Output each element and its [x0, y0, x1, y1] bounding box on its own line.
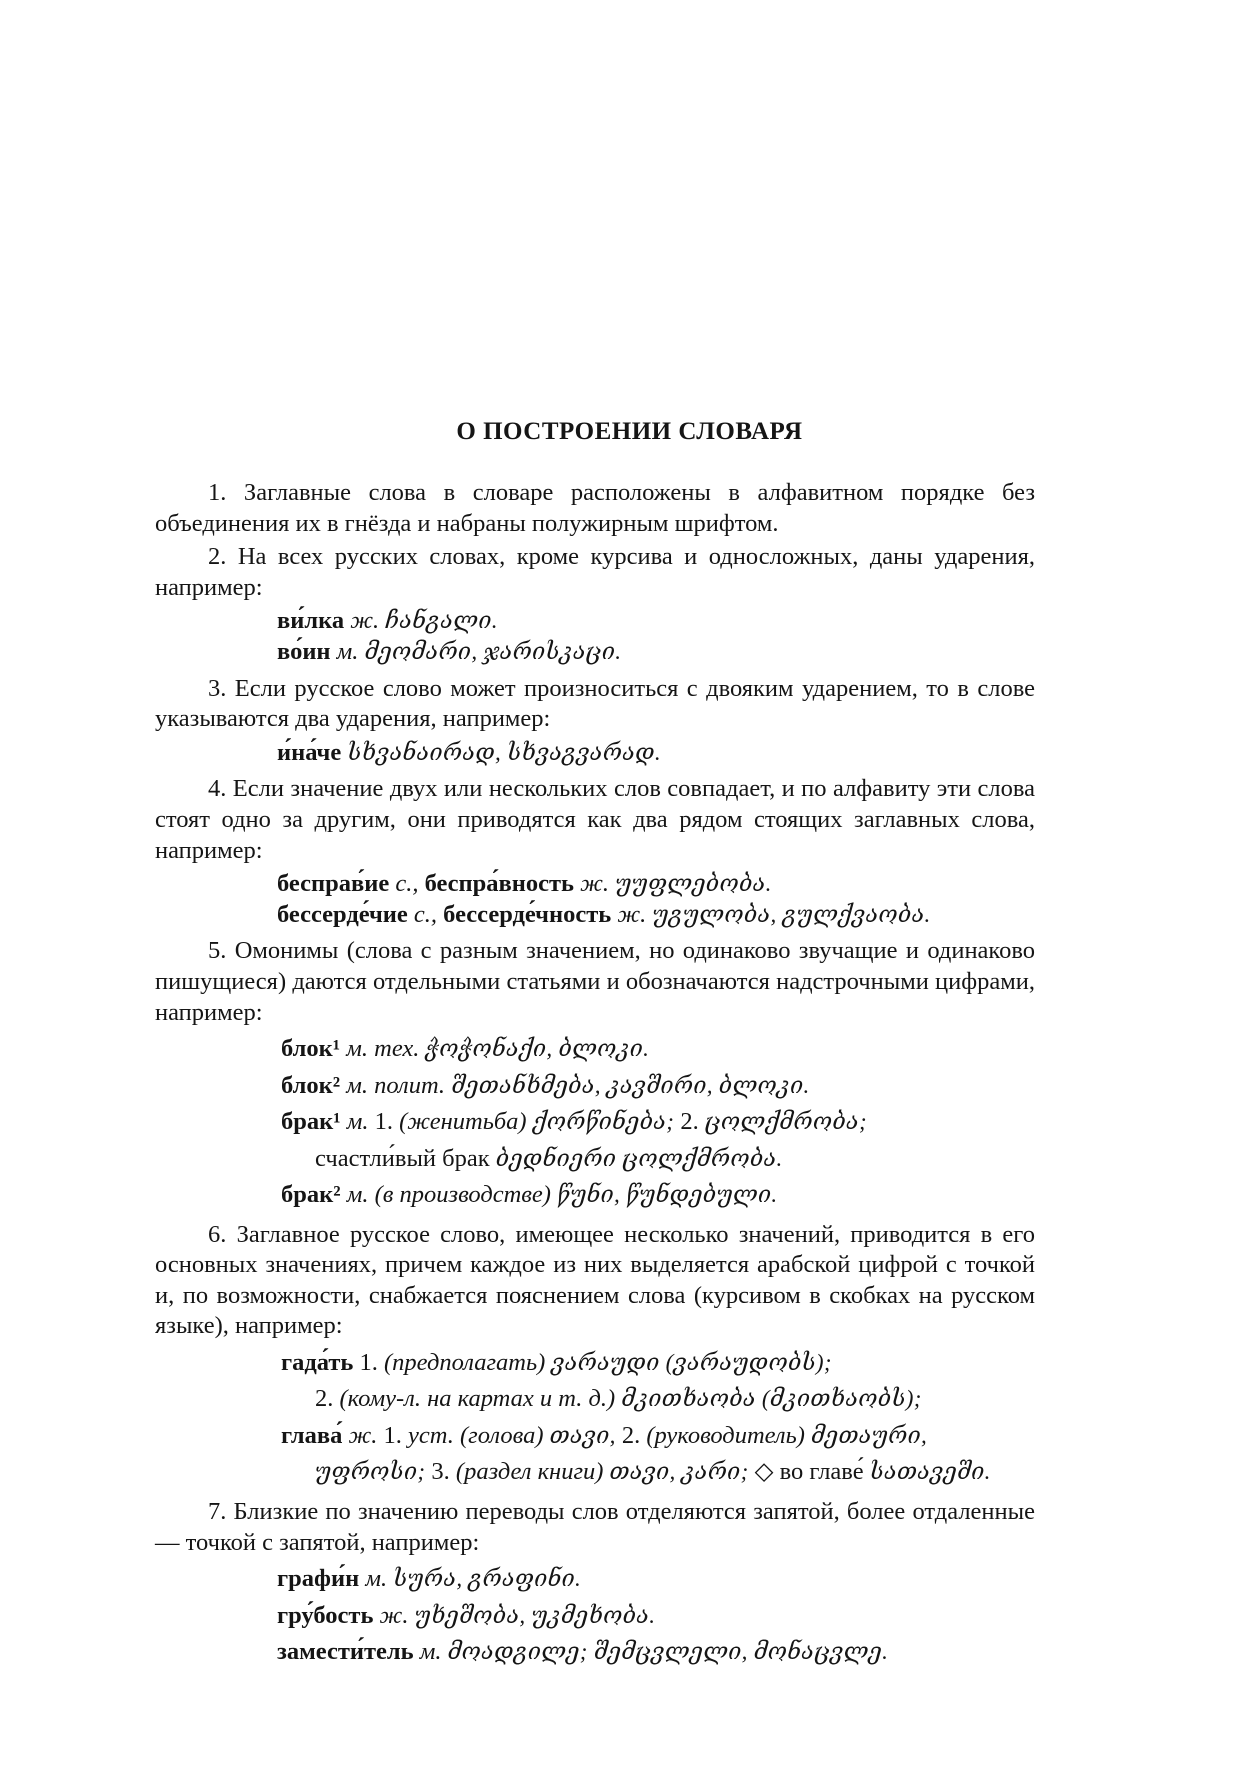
grammar-mark: м.	[346, 1108, 369, 1136]
sense-number: 2.	[621, 1421, 641, 1449]
headword: глава́	[281, 1421, 343, 1449]
sense-number: 3.	[431, 1458, 450, 1486]
sense-note: (предполагать)	[384, 1348, 546, 1376]
paragraph-2: 2. На всех русских словах, кроме курсива и односложных, даны ударения, например:	[155, 543, 1035, 601]
translation: ცოლქმრობა;	[704, 1109, 867, 1135]
headword: бессерде́чие	[277, 900, 408, 928]
grammar-mark: м.	[419, 1638, 442, 1666]
translation: უგულობა, გულქვაობა.	[652, 901, 931, 927]
example-inache	[155, 738, 1035, 769]
translation: ჩანგალი.	[385, 608, 498, 634]
example-besserdechie	[155, 900, 1035, 931]
headword: гада́ть	[281, 1348, 354, 1376]
example-brak1-continued	[155, 1141, 1035, 1178]
translation: ქორწინება;	[532, 1109, 675, 1135]
example-glava-continued	[155, 1454, 1035, 1491]
sense-note: (раздел книги)	[455, 1458, 604, 1486]
headword: беспра́вность	[424, 870, 575, 898]
translation: ვარაუდი (ვარაუდობს);	[551, 1349, 832, 1375]
example-voin	[155, 637, 1035, 668]
grammar-mark: ж.	[580, 870, 610, 898]
headword: бессерде́чность	[443, 900, 612, 928]
example-vilka	[155, 606, 1035, 637]
grammar-mark: м.	[365, 1565, 388, 1593]
sense-note: (кому-л. на картах и т. д.)	[339, 1385, 616, 1413]
grammar-mark: ж.	[350, 607, 380, 635]
translation: მკითხაობა (მკითხაობს);	[621, 1386, 922, 1412]
example-brak1	[155, 1104, 1035, 1141]
translation: ბედნიერი ცოლქმრობა.	[495, 1145, 783, 1171]
paragraph-4: 4. Если значение двух или нескольких слов совпадает, и по алфавиту эти слова стоят одно за другим, они приводятся как два рядом стоящих заглавных слова, например:	[155, 775, 1035, 864]
translation: თავი,	[549, 1422, 616, 1448]
headword: блок²	[281, 1071, 341, 1099]
paragraph-7: 7. Близкие по значению переводы слов отделяются запятой, более отдаленные — точкой с запятой, например:	[155, 1497, 1035, 1556]
page-title: О ПОСТРОЕНИИ СЛОВАРЯ	[456, 418, 803, 445]
headword: графи́н	[277, 1565, 360, 1593]
translation: სათავეში.	[869, 1459, 991, 1485]
grammar-mark: ж.	[617, 900, 647, 928]
example-brak2	[155, 1177, 1035, 1214]
sense-number: 1.	[359, 1348, 378, 1376]
translation: მეომარი, ჯარისკაცი.	[364, 638, 622, 664]
translation: შეთანხმება, კავშირი, ბლოკი.	[451, 1072, 810, 1098]
grammar-mark: ж.	[348, 1421, 378, 1449]
grammar-mark: м. полит.	[346, 1071, 446, 1099]
grammar-mark: м.	[336, 637, 359, 665]
page-body	[155, 478, 1035, 1671]
headword: бесправ́ие	[277, 870, 390, 898]
grammar-mark: ж.	[379, 1601, 409, 1629]
grammar-mark: с.,	[413, 900, 438, 928]
paragraph-5: 5. Омонимы (слова с разным значением, но одинаково звучащие и одинаково пишущиеся) даются отдельными статьями и обозначаются надстрочными цифрами, например:	[155, 937, 1035, 1026]
translation: ჭოჭონაქი, ბლოკი.	[425, 1036, 650, 1062]
paragraph-1: 1. Заглавные слова в словаре расположены в алфавитном порядке без объединения их в гнёзда и набраны полужирным шрифтом.	[155, 479, 1035, 537]
headword: замести́тель	[277, 1638, 414, 1666]
sense-note: (руководитель)	[646, 1421, 805, 1449]
translation: მეთაური,	[811, 1422, 928, 1448]
translation: სხვანაირად, სხვაგვარად.	[347, 739, 661, 765]
paragraph-3: 3. Если русское слово может произноситься с двояким ударением, то в слове указываются два ударения, например:	[155, 674, 1035, 733]
grammar-mark: с.,	[395, 870, 419, 898]
paragraph-6: 6. Заглавное русское слово, имеющее несколько значений, приводится в его основных значениях, причем каждое из них выделяется арабской цифрой с точкой и, по возможности, снабжается пояснением слова (курсивом в скобках на русском языке), например:	[155, 1220, 1035, 1340]
translation: სურა, გრაფინი.	[393, 1566, 582, 1592]
headword: и́на́че	[277, 738, 342, 766]
translation: წუნი, წუნდებული.	[557, 1182, 778, 1208]
sense-note: уст. (голова)	[408, 1421, 544, 1449]
grammar-mark: м.	[346, 1181, 369, 1209]
grammar-mark: м. тех.	[346, 1035, 420, 1063]
translation: უუფლებობა.	[615, 871, 772, 897]
example-gadat	[155, 1345, 1035, 1382]
headword: ви́лка	[277, 607, 345, 635]
example-blok1	[155, 1031, 1035, 1068]
translation: მოადგილე; შემცვლელი, მონაცვლე.	[447, 1639, 889, 1665]
headword: во́ин	[277, 637, 331, 665]
translation: თავი, კარი;	[609, 1459, 749, 1485]
diamond-icon: ◇	[754, 1458, 774, 1486]
sense-number: 1.	[374, 1108, 393, 1136]
sense-note: (в производстве)	[374, 1181, 551, 1209]
sense-note: (женитьба)	[399, 1108, 527, 1136]
translation: უხეშობა, უკმეხობა.	[414, 1602, 656, 1628]
translation: უფროსი;	[315, 1459, 426, 1485]
sense-number: 2.	[315, 1385, 334, 1413]
example-grubost	[155, 1598, 1035, 1635]
example-glava	[155, 1418, 1035, 1455]
sense-number: 1.	[383, 1421, 402, 1449]
headword: гру́бость	[277, 1601, 374, 1629]
example-zamestitel	[155, 1634, 1035, 1671]
headword: блок¹	[281, 1035, 341, 1063]
sense-number: 2.	[680, 1108, 699, 1136]
headword: брак¹	[281, 1108, 341, 1136]
phrase: во главе́	[779, 1458, 864, 1486]
example-grafin	[155, 1561, 1035, 1598]
example-gadat-sense-2	[155, 1381, 1035, 1418]
example-bespravie	[155, 869, 1035, 900]
headword: брак²	[281, 1181, 341, 1209]
example-blok2	[155, 1068, 1035, 1105]
phrase: счастли́вый брак	[315, 1144, 490, 1172]
